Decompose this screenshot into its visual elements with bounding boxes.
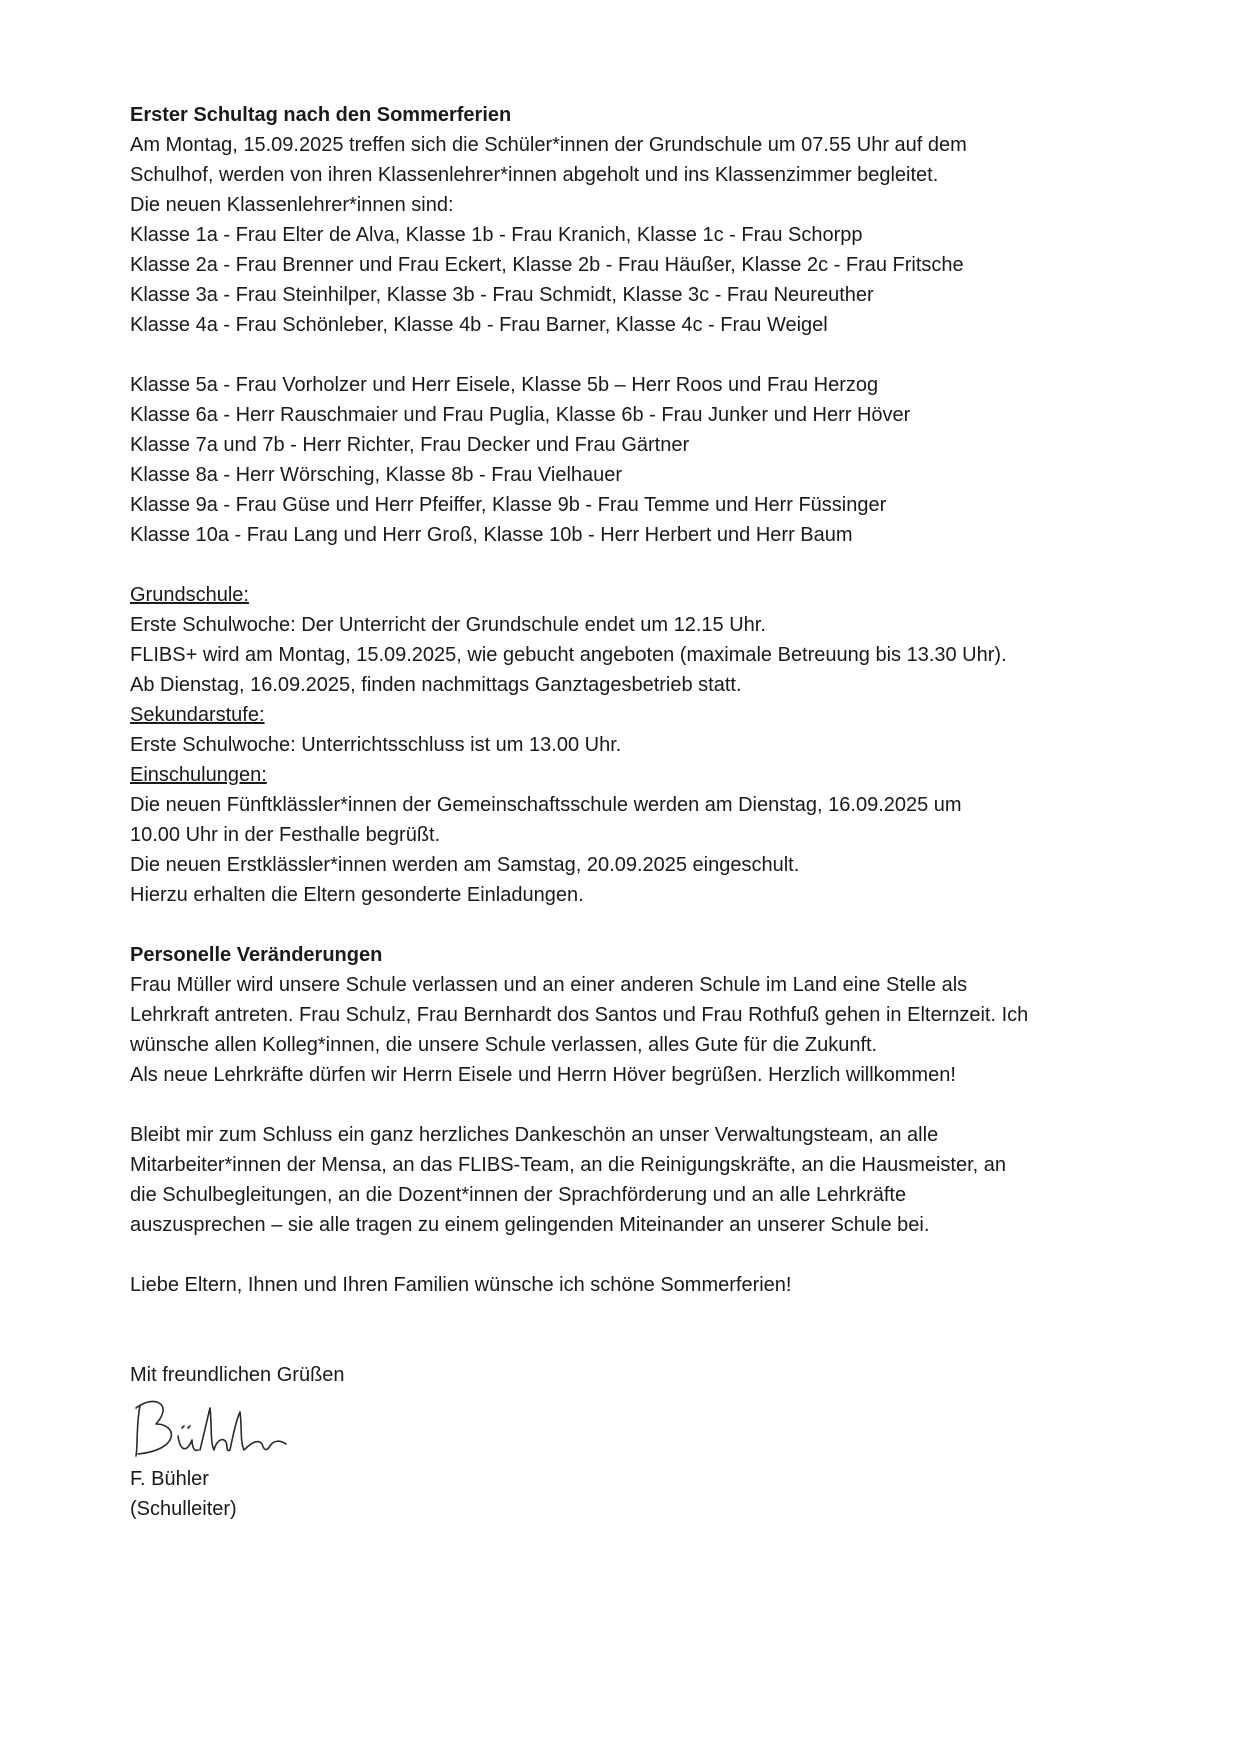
spacer [130,1090,1170,1120]
spacer [130,1330,1170,1360]
grundschule-line: Erste Schulwoche: Der Unterricht der Grundschule endet um 12.15 Uhr. [130,614,766,636]
wishes-line: Liebe Eltern, Ihnen und Ihren Familien wünsche ich schöne Sommerferien! [130,1274,792,1296]
thanks-line: Bleibt mir zum Schluss ein ganz herzliches Dankeschön an unser Verwaltungsteam, an alle [130,1124,939,1146]
personnel-heading: Personelle Veränderungen [130,944,383,966]
thanks-line: Mitarbeiter*innen der Mensa, an das FLIBS-Team, an die Reinigungskräfte, an die Hausmeister, an [130,1154,1007,1176]
class-teacher-line: Klasse 9a - Frau Güse und Herr Pfeiffer, Klasse 9b - Frau Temme und Herr Füssinger [130,494,887,516]
class-teacher-line: Klasse 10a - Frau Lang und Herr Groß, Klasse 10b - Herr Herbert und Herr Baum [130,524,853,546]
spacer [130,550,1170,580]
personnel-line: Frau Müller wird unsere Schule verlassen und an einer anderen Schule im Land eine Stelle als [130,974,968,996]
einschulungen-line: Hierzu erhalten die Eltern gesonderte Einladungen. [130,884,584,906]
personnel-line: Als neue Lehrkräfte dürfen wir Herrn Eisele und Herrn Höver begrüßen. Herzlich willkommen! [130,1064,956,1086]
personnel-line: Lehrkraft antreten. Frau Schulz, Frau Bernhardt dos Santos und Frau Rothfuß gehen in Elternzeit. Ich [130,1004,1029,1026]
class-teacher-line: Klasse 5a - Frau Vorholzer und Herr Eisele, Klasse 5b – Herr Roos und Frau Herzog [130,374,879,396]
einschulungen-line: 10.00 Uhr in der Festhalle begrüßt. [130,824,441,846]
sekundarstufe-line: Erste Schulwoche: Unterrichtsschluss ist um 13.00 Uhr. [130,734,622,756]
grundschule-line: FLIBS+ wird am Montag, 15.09.2025, wie gebucht angeboten (maximale Betreuung bis 13.30 Uhr). [130,644,1007,666]
einschulungen-line: Die neuen Erstklässler*innen werden am Samstag, 20.09.2025 eingeschult. [130,854,800,876]
first-day-line: Die neuen Klassenlehrer*innen sind: [130,194,454,216]
class-teacher-line: Klasse 7a und 7b - Herr Richter, Frau Decker und Frau Gärtner [130,434,690,456]
spacer [130,1240,1170,1270]
first-day-heading: Erster Schultag nach den Sommerferien [130,104,512,126]
spacer [130,910,1170,940]
thanks-line: auszusprechen – sie alle tragen zu einem gelingenden Miteinander an unserer Schule bei. [130,1214,930,1236]
class-teacher-line: Klasse 6a - Herr Rauschmaier und Frau Puglia, Klasse 6b - Frau Junker und Herr Höver [130,404,911,426]
spacer [130,340,1170,370]
closing-greeting: Mit freundlichen Grüßen [130,1364,345,1386]
first-day-line: Am Montag, 15.09.2025 treffen sich die Schüler*innen der Grundschule um 07.55 Uhr auf dem [130,134,967,156]
einschulungen-heading: Einschulungen: [130,764,267,786]
signatory-role: (Schulleiter) [130,1498,237,1520]
signature-drawing [130,1390,300,1464]
handwritten-signature [130,1390,1170,1464]
grundschule-heading: Grundschule: [130,584,249,606]
class-teacher-line: Klasse 2a - Frau Brenner und Frau Eckert, Klasse 2b - Frau Häußer, Klasse 2c - Frau Fritsche [130,254,964,276]
thanks-line: die Schulbegleitungen, an die Dozent*innen der Sprachförderung und an alle Lehrkräfte [130,1184,907,1206]
class-teacher-line: Klasse 1a - Frau Elter de Alva, Klasse 1b - Frau Kranich, Klasse 1c - Frau Schorpp [130,224,863,246]
class-teacher-line: Klasse 4a - Frau Schönleber, Klasse 4b - Frau Barner, Klasse 4c - Frau Weigel [130,314,828,336]
personnel-line: wünsche allen Kolleg*innen, die unsere Schule verlassen, alles Gute für die Zukunft. [130,1034,878,1056]
einschulungen-line: Die neuen Fünftklässler*innen der Gemeinschaftsschule werden am Dienstag, 16.09.2025 um [130,794,962,816]
signatory-name: F. Bühler [130,1468,209,1490]
class-teacher-line: Klasse 3a - Frau Steinhilper, Klasse 3b - Frau Schmidt, Klasse 3c - Frau Neureuther [130,284,874,306]
spacer [130,1300,1170,1330]
first-day-line: Schulhof, werden von ihren Klassenlehrer*innen abgeholt und ins Klassenzimmer begleitet. [130,164,939,186]
class-teacher-line: Klasse 8a - Herr Wörsching, Klasse 8b - Frau Vielhauer [130,464,623,486]
sekundarstufe-heading: Sekundarstufe: [130,704,265,726]
grundschule-line: Ab Dienstag, 16.09.2025, finden nachmittags Ganztagesbetrieb statt. [130,674,742,696]
letter-page [130,100,1170,1524]
